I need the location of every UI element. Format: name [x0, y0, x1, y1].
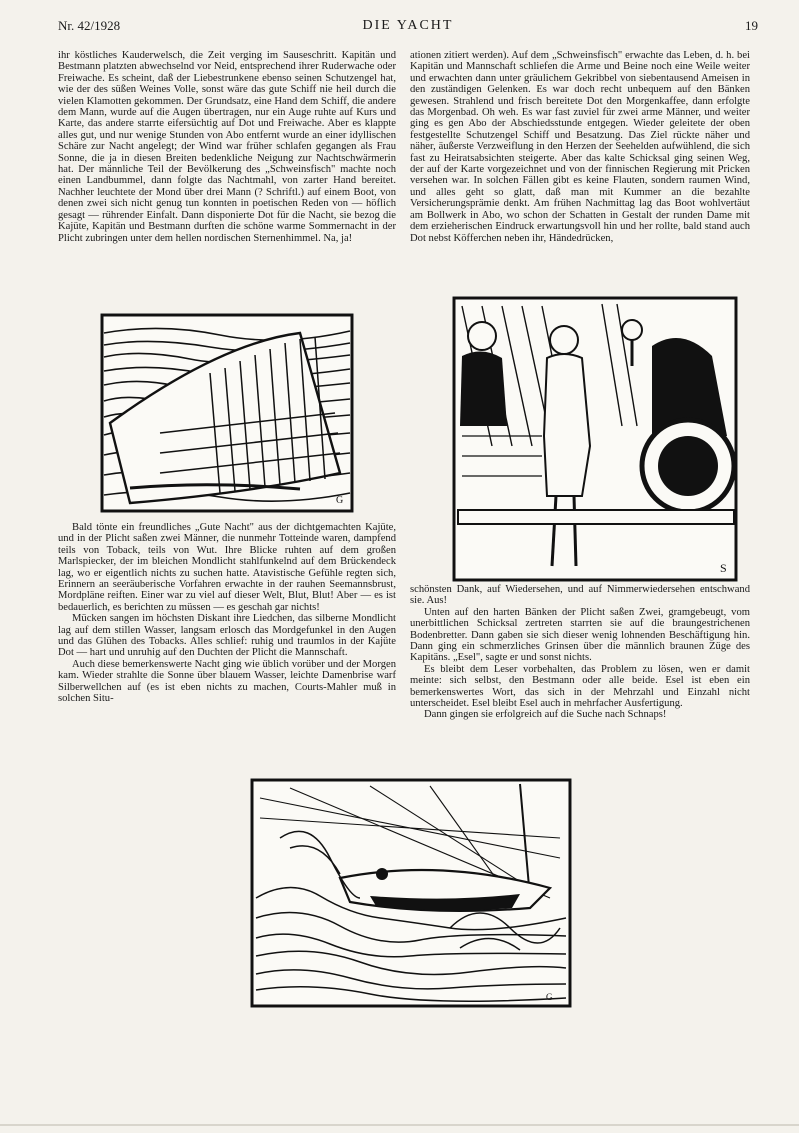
paragraph: ihr köstliches Kauderwelsch, die Zeit verging im Sauseschritt. Kapitän und Bestmann platzten abwechselnd vor Neid, entsprechend ihrer Ruderwache oder Freiwache. Es scheint, daß der Liebestrunkene ebenso seinen Schutzengel hat, wie der des süßen Weines Volle, sonst wäre das gute Schiff nie heil durch die vielen Klamotten gekommen. Der Grundsatz, eine Hand dem Schiff, die andere dem Mann, wurde auf die Augen übertragen, nur ein Auge ruhte auf Kurs und Karte, das andere starrte eifersüchtig auf Dot und Freiwache. Aber es klappte alles gut, und nur wenige Stunden von Abo entfernt wurde an einer idyllischen Schäre zur Nacht angelegt; der Wind war früher schlafen gegangen als Frau Sonne, die ja in diesen Breiten bedenkliche Neigung zur Nachtschwärmerin hat. Der männliche Teil der Bevölkerung des „Schweinsfisch" machte noch einen Landbummel, dann folgte das Nachtmahl, von zarter Hand bereitet. Nachher leuchtete der Mond über drei Mann (? Schriftl.) auf einem Boot, von denen zwei sich nicht genug tun konnten in poetischen Reden von — höflich gesagt — rührender Einfalt. Dann disponierte Dot für die Nacht, sie bezog die Kajüte, Kapitän und Bestmann durften die schöne warme Sommernacht in der Plicht zubringen unter dem hellen nordischen Sternenhimmel. Na, ja!	[58, 50, 396, 244]
scan-edge	[0, 1124, 799, 1126]
illustration-monogram: G	[546, 992, 553, 1002]
magazine-title: DIE YACHT	[362, 18, 454, 33]
text-column-left-top	[58, 50, 396, 308]
issue-number: Nr. 42/1928	[58, 18, 121, 33]
text-column-right-top	[410, 50, 750, 290]
paragraph: Dann gingen sie erfolgreich auf die Suche nach Schnaps!	[424, 709, 667, 721]
paragraph: Es bleibt dem Leser vorbehalten, das Problem zu lösen, wen er damit meinte: sich selbst, den Bestmann oder alle beide. Esel ist eben ein bemerkenswertes Wort, das sich in der Mehrzahl und Einzahl nicht unterscheidet. Esel bleibt Esel auch in mehrfacher Ausfertigung.	[410, 663, 750, 710]
illustration-quay-farewell	[452, 296, 738, 582]
illustration-monogram: S	[720, 561, 727, 575]
paragraph: Auch diese bemerkenswerte Nacht ging wie üblich vorüber und der Morgen kam. Wieder strahlte die Sonne über blauem Wasser, leichte Damenbrise warf Silberwellchen auf (es ist eben nichts zu machen, Courts-Mahler muß in solchen Situ-	[58, 658, 396, 705]
illustration-sailing-waves	[250, 778, 572, 1008]
text-column-left-bottom	[58, 522, 396, 772]
paragraph: Mücken sangen im höchsten Diskant ihre Liedchen, das silberne Mondlicht lag auf dem stillen Wasser, langsam erlosch das Mordgefunkel in den Augen und das Glühen des Tobacks. Alles schlief: ruhig und traumlos in der Kajüte Dot — hart und unruhig auf den Duchten der Plicht die Mannschaft.	[58, 613, 396, 659]
page-header	[58, 18, 758, 38]
paragraph: Unten auf den harten Bänken der Plicht saßen Zwei, gramgebeugt, vom unerbittlichen Schicksal zertreten starrten sie auf die braungestrichenen Bodenbretter. Dann gaben sie sich dieser wenig lohnenden Beschäftigung hin. Dann ging ein schmerzliches Grinsen über die männlich braunen Züge des Kapitäns. „Esel", sagte er und sonst nichts.	[410, 606, 750, 664]
paragraph: ationen zitiert werden). Auf dem „Schweinsfisch" erwachte das Leben, d. h. bei Kapitän und Mannschaft schliefen die Arme und Beine noch eine Weile weiter und erwachten dann unter gräulichem Gekribbel von siebentausend Ameisen in den zuständigen Gelenken. Es war doch recht unbequem auf den Bänken gewesen. Strahlend und frisch bereitete Dot den Morgenkaffee, dann erfolgte das Morgenbad. Oh weh. Es war fast zuviel für zwei arme Männer, und weiter ging es gen Abo der Abschiedsstunde entgegen. Wieder geleitete der oben festgestellte Schutzengel Schiff und Besatzung. Das Ziel rückte näher und näher, äußerste Verzweiflung in den Herzen der Seehelden aufwühlend, die sich fast zu Heiratsabsichten steigerte. Aber das kalte Schicksal ging seinen Weg, der auf der Karte vorgezeichnet und von der finnischen Regierung mit Pricken versehen war. In solchen Fällen gibt es keine Flauten, sondern raumen Wind, und alles geht so glatt, daß man mit Kummer an die bezahlte Versicherungsprämie denkt. Am frühen Nachmittag lag das Boot wohlvertäut am Bollwerk in Abo, wo schon der Schatten in Gestalt der runden Dame mit dem erzieherischen Eindruck erwartungsvoll hin und her rollte, bald stand auch Dot nebst Köfferchen neben ihr, Händedrücken,	[410, 50, 750, 244]
page-number: 19	[745, 18, 758, 33]
illustration-moonlit-sail	[100, 313, 354, 513]
text-column-right-bottom	[410, 584, 750, 774]
paragraph: schönsten Dank, auf Wiedersehen, und auf Nimmerwiedersehen entschwand sie. Aus!	[410, 584, 750, 607]
illustration-monogram: G	[336, 495, 344, 506]
paragraph: Bald tönte ein freundliches „Gute Nacht" aus der dichtgemachten Kajüte, und in der Plicht saßen zwei Männer, die nunmehr Totteinde waren, dampfend teils von Toback, teils von Wut. Ihre Blicke ruhten auf dem großen Marlspiecker, der im bleichen Mondlicht stahlfunkelnd auf dem Brückendeck lag, wo er eigentlich nichts zu suchen hatte. Atavistische Gefühle regten sich, Erinnern an seeräuberische Vorfahren erwachte in der rauhen Seemannsbrust, Mordpläne reiften. Einer war zu viel auf dieser Welt, Blut, Blut! Aber — es ist bedauerlich, es berichten zu müssen — es geschah gar nichts!	[58, 522, 396, 613]
